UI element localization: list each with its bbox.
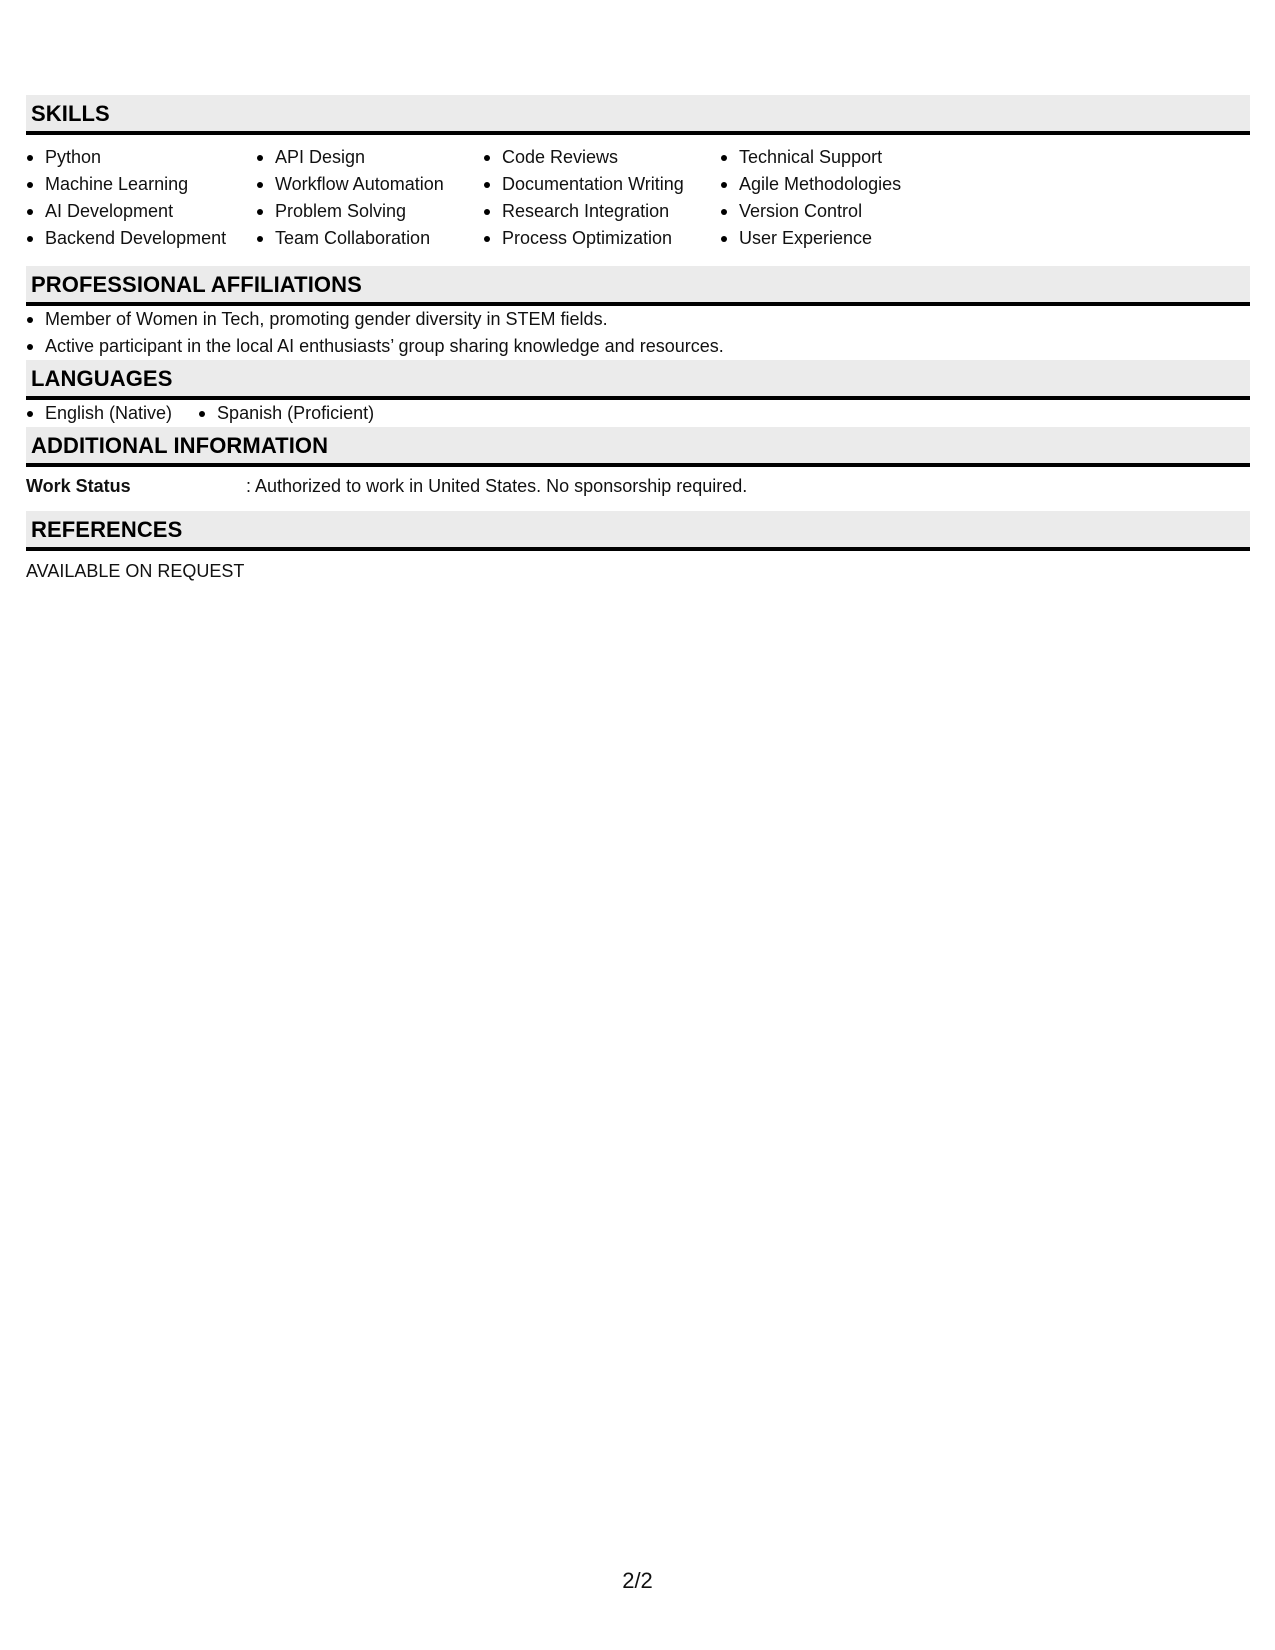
additional-info-heading: ADDITIONAL INFORMATION bbox=[26, 427, 1250, 467]
work-status-row bbox=[26, 467, 1250, 511]
skill-item: Machine Learning bbox=[26, 171, 256, 198]
skill-item: Technical Support bbox=[720, 144, 960, 171]
affiliations-section bbox=[26, 266, 1250, 360]
affiliations-heading: PROFESSIONAL AFFILIATIONS bbox=[26, 266, 1250, 306]
affiliations-list bbox=[26, 306, 1250, 360]
skill-item: Version Control bbox=[720, 198, 960, 225]
affiliation-item: Active participant in the local AI enthusiasts’ group sharing knowledge and resources. bbox=[26, 333, 1250, 360]
skills-heading: SKILLS bbox=[26, 95, 1250, 135]
skills-column-4 bbox=[720, 144, 960, 252]
skill-item: Team Collaboration bbox=[256, 225, 483, 252]
additional-info-section bbox=[26, 427, 1250, 511]
skill-item: Code Reviews bbox=[483, 144, 720, 171]
skills-column-3 bbox=[483, 144, 720, 252]
skill-item: AI Development bbox=[26, 198, 256, 225]
skill-item: Python bbox=[26, 144, 256, 171]
references-heading: REFERENCES bbox=[26, 511, 1250, 551]
references-section bbox=[26, 511, 1250, 582]
skill-item: User Experience bbox=[720, 225, 960, 252]
language-item: English (Native) bbox=[26, 400, 172, 427]
languages-heading: LANGUAGES bbox=[26, 360, 1250, 400]
skill-item: Documentation Writing bbox=[483, 171, 720, 198]
work-status-value: : Authorized to work in United States. No sponsorship required. bbox=[246, 476, 748, 496]
affiliation-item: Member of Women in Tech, promoting gender diversity in STEM fields. bbox=[26, 306, 1250, 333]
languages-section bbox=[26, 360, 1250, 427]
language-item: Spanish (Proficient) bbox=[198, 400, 374, 427]
work-status-label: Work Status bbox=[26, 476, 131, 496]
skill-item: Problem Solving bbox=[256, 198, 483, 225]
languages-list bbox=[26, 400, 1250, 427]
skills-column-2 bbox=[256, 144, 483, 252]
page-number: 2/2 bbox=[622, 1568, 653, 1593]
skill-item: Backend Development bbox=[26, 225, 256, 252]
skill-item: Agile Methodologies bbox=[720, 171, 960, 198]
resume-content bbox=[26, 95, 1250, 582]
skill-item: API Design bbox=[256, 144, 483, 171]
skill-item: Workflow Automation bbox=[256, 171, 483, 198]
skill-item: Process Optimization bbox=[483, 225, 720, 252]
skills-section bbox=[26, 95, 1250, 266]
references-text: AVAILABLE ON REQUEST bbox=[26, 561, 245, 581]
skills-column-1 bbox=[26, 144, 256, 252]
skills-grid bbox=[26, 135, 1250, 266]
skill-item: Research Integration bbox=[483, 198, 720, 225]
